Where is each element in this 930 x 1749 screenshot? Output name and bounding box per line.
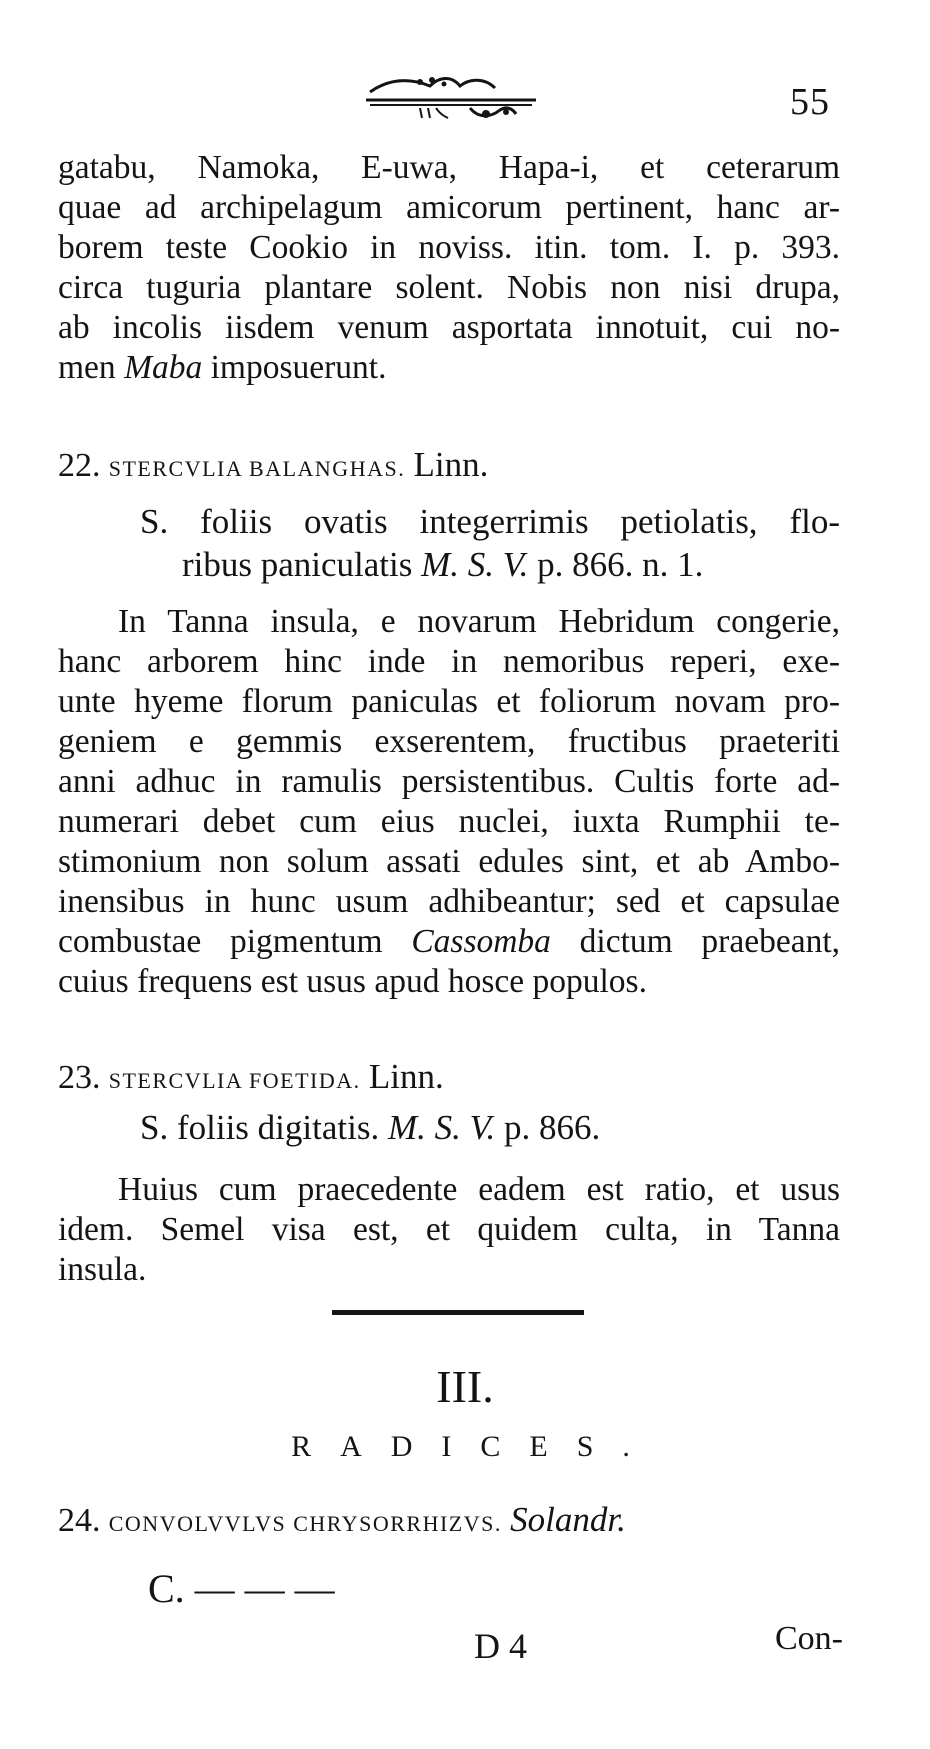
- text-fragment: dictum praebeant,: [550, 923, 840, 960]
- entry-heading-24: [58, 1500, 626, 1544]
- entry-number: 24.: [58, 1502, 101, 1539]
- text-fragment: S. foliis digitatis.: [140, 1108, 388, 1147]
- entry-number: 23.: [58, 1059, 101, 1096]
- text-line: unte hyeme florum paniculas et foliorum novam pro-: [58, 683, 840, 720]
- entry-heading-23: [58, 1057, 444, 1101]
- text-line: inensibus in hunc usum adhibeantur; sed et capsulae: [58, 883, 840, 920]
- text-fragment: combustae pigmentum: [58, 923, 412, 960]
- text-line: hanc arborem hinc inde in nemoribus reperi, exe-: [58, 643, 840, 680]
- species-authority: Linn.: [368, 1057, 444, 1096]
- text-line: quae ad archipelagum amicorum pertinent, hanc ar-: [58, 189, 840, 226]
- diagnosis-line: S. foliis ovatis integerrimis petiolatis, flo-: [140, 502, 840, 541]
- entry-number: 22.: [58, 447, 101, 484]
- floral-ornament-icon: [360, 72, 540, 124]
- text-line: anni adhuc in ramulis persistentibus. Cultis forte ad-: [58, 763, 840, 800]
- species-authority: Linn.: [413, 445, 489, 484]
- diagnosis-line: [140, 1108, 840, 1148]
- text-fragment: p. 866.: [495, 1108, 601, 1147]
- diagnosis-stub: C. — — —: [148, 1566, 335, 1611]
- text-line: ab incolis iisdem venum asportata innotuit, cui no-: [58, 309, 840, 346]
- text-line: Huius cum praecedente eadem est ratio, et usus: [118, 1171, 840, 1208]
- species-name: STERCVLIA FOETIDA.: [108, 1068, 361, 1093]
- text-line: geniem e gemmis exserentem, fructibus praeteriti: [58, 723, 840, 760]
- catchword: Con-: [775, 1620, 843, 1657]
- text-line: In Tanna insula, e novarum Hebridum congerie,: [118, 603, 840, 640]
- species-name: CONVOLVVLVS CHRYSORRHIZVS.: [108, 1511, 502, 1536]
- diagnosis-line: [182, 545, 782, 585]
- entry-heading-22: [58, 445, 488, 489]
- section-divider: [332, 1310, 584, 1315]
- vernacular-name: Cassomba: [411, 923, 551, 960]
- text-fragment: p. 866. n. 1.: [528, 545, 704, 584]
- reference-abbrev: M. S. V.: [387, 1108, 496, 1147]
- signature-mark: D 4: [474, 1626, 527, 1666]
- text-line: idem. Semel visa est, et quidem culta, in Tanna: [58, 1211, 840, 1248]
- text-fragment: men: [58, 349, 125, 386]
- text-fragment: ribus paniculatis: [182, 545, 422, 584]
- vernacular-name: Maba: [124, 349, 203, 386]
- page-number: 55: [790, 81, 830, 123]
- text-line: [58, 922, 840, 962]
- text-line: [58, 348, 840, 388]
- species-name: STERCVLIA BALANGHAS.: [108, 456, 406, 481]
- text-fragment: imposuerunt.: [202, 349, 387, 386]
- text-line: stimonium non solum assati edules sint, et ab Ambo-: [58, 843, 840, 880]
- text-line: numerari debet cum eius nuclei, iuxta Rumphii te-: [58, 803, 840, 840]
- text-line: insula.: [58, 1251, 147, 1288]
- species-authority: Solandr.: [510, 1500, 626, 1539]
- text-line: cuius frequens est usus apud hosce populos.: [58, 963, 647, 1000]
- section-title: RADICES.: [291, 1430, 659, 1463]
- text-line: gatabu, Namoka, E-uwa, Hapa-i, et ceterarum: [58, 149, 840, 186]
- text-line: borem teste Cookio in noviss. itin. tom. I. p. 393.: [58, 229, 840, 266]
- section-number: III.: [436, 1361, 494, 1412]
- reference-abbrev: M. S. V.: [421, 545, 529, 584]
- text-line: circa tuguria plantare solent. Nobis non nisi drupa,: [58, 269, 840, 306]
